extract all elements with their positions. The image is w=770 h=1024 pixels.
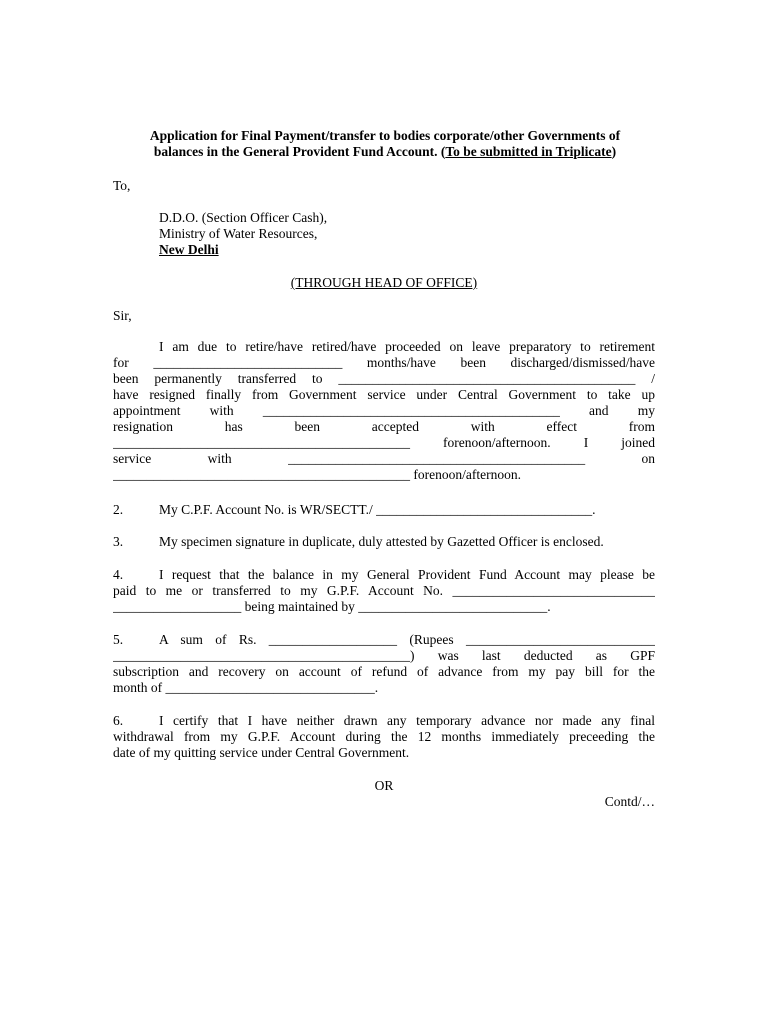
paragraph-6 [113,713,655,761]
paragraph-5-line: subscription and recovery on account of refund of advance from my pay bill for the [113,664,655,679]
paragraph-1-line: been permanently transferred to ____________________________________________ / [113,371,655,386]
paragraph-1-line: have resigned finally from Government service under Central Government to take up [113,387,655,402]
specimen-signature-line: My specimen signature in duplicate, duly attested by Gazetted Officer is enclosed. [159,534,604,549]
paragraph-5-number: 5. [113,632,124,647]
paragraph-1 [113,339,655,483]
salutation: Sir, [113,308,132,323]
paragraph-4 [113,567,655,615]
form-title-line-2-start: balances in the General Provident Fund Account. ( [153,144,446,159]
paragraph-4-line: I request that the balance in my General Provident Fund Account may please be [159,567,655,582]
address-line-2: Ministry of Water Resources, [159,226,318,241]
paragraph-6-line: withdrawal from my G.P.F. Account during the 12 months immediately preceeding the [113,729,655,744]
through-label: (THROUGH HEAD OF OFFICE) [290,275,478,290]
paragraph-6-number: 6. [113,713,124,728]
to-label: To, [113,178,131,193]
paragraph-6-line: I certify that I have neither drawn any temporary advance nor made any final [159,713,655,728]
paragraph-1-line: service with ____________________________________________ on [113,451,655,466]
paragraph-5 [113,632,655,696]
paragraph-5-line: ____________________________________________) was last deducted as GPF [113,648,655,663]
paragraph-1-line: appointment with ____________________________________________ and my [113,403,655,418]
paragraph-5-line: A sum of Rs. ___________________ (Rupees ____________________________ [159,632,655,647]
form-title-line-2-end: ) [611,144,617,159]
paragraph-2-number: 2. [113,502,124,517]
paragraph-1-line: I am due to retire/have retired/have proceeded on leave preparatory to retirement [159,339,655,354]
or-separator: OR [374,778,394,793]
triplicate-note: To be submitted in Triplicate [445,144,612,159]
paragraph-1-line: ____________________________________________ forenoon/afternoon. [113,467,521,482]
paragraph-4-line: paid to me or transferred to my G.P.F. Account No. ______________________________ [113,583,655,598]
continued-note: Contd/… [604,794,655,809]
paragraph-4-line: ___________________ being maintained by ____________________________. [113,599,551,614]
paragraph-1-line: for ____________________________ months/have been discharged/dismissed/have [113,355,655,370]
cpf-account-line: My C.P.F. Account No. is WR/SECTT./ ________________________________. [159,502,596,517]
through-head-of-office [113,275,655,291]
address-city: New Delhi [159,242,219,257]
paragraph-2 [113,502,655,518]
form-title-line-2 [100,144,670,160]
form-title-line-1: Application for Final Payment/transfer to bodies corporate/other Governments of [149,128,621,143]
paragraph-1-line: resignation has been accepted with effect from [113,419,655,434]
form-title [100,128,670,160]
paragraph-5-line: month of _______________________________. [113,680,379,695]
address-line-1: D.D.O. (Section Officer Cash), [159,210,328,225]
paragraph-6-line: date of my quitting service under Central Government. [113,745,410,760]
paragraph-1-line: ____________________________________________ forenoon/afternoon. I joined [113,435,655,450]
paragraph-3-number: 3. [113,534,124,549]
recipient-address [159,210,559,258]
paragraph-4-number: 4. [113,567,124,582]
paragraph-3 [113,534,655,550]
